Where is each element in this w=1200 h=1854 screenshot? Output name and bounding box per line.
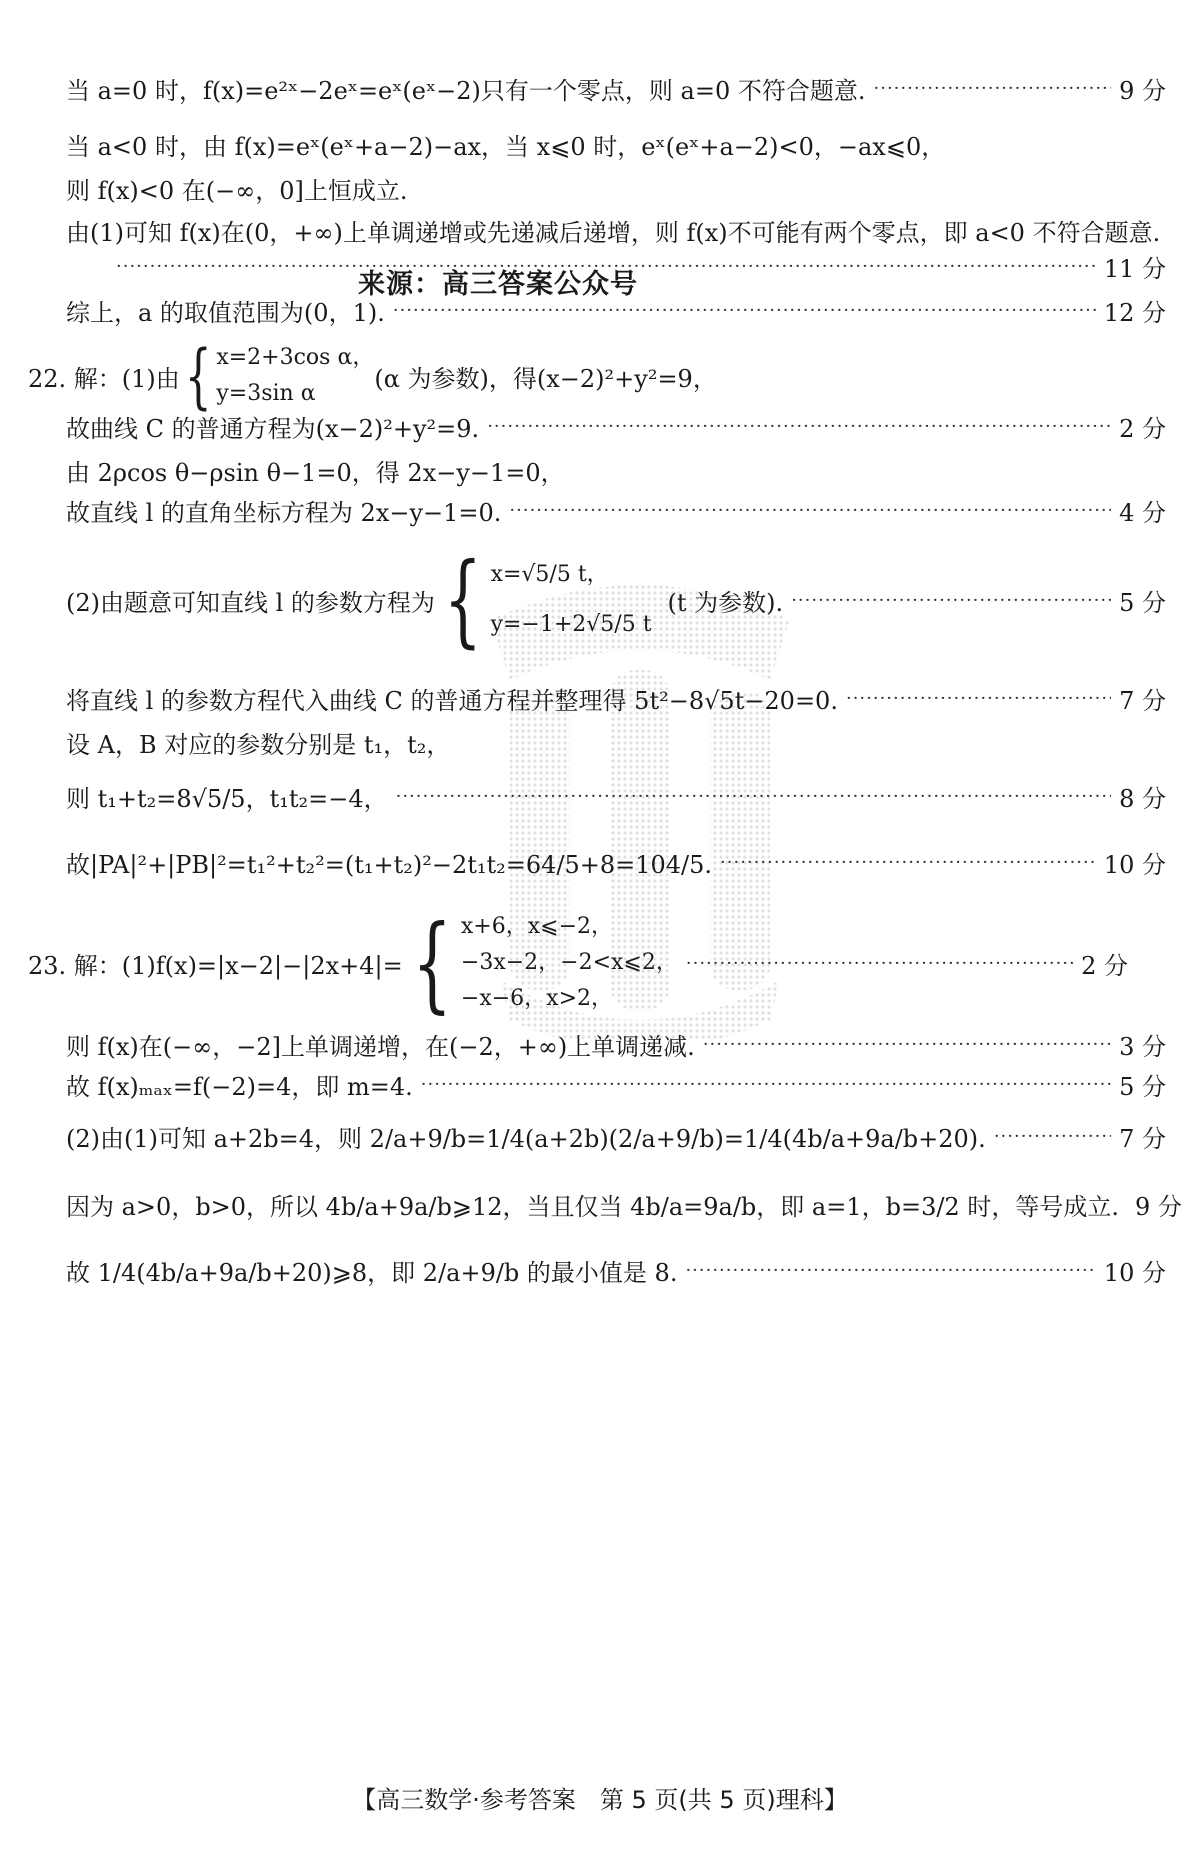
leader-dots: [393, 300, 1096, 321]
line-text: 23. 解：(1)f(x)=|x−2|−|2x+4|=: [28, 951, 403, 980]
answer-line: [66, 124, 1166, 164]
score-label: 9 分: [1134, 1192, 1182, 1221]
answer-line: [28, 335, 1128, 417]
leader-dots: [720, 852, 1096, 873]
line-text: 由 2ρcos θ−ρsin θ−1=0，得 2x−y−1=0，: [66, 458, 565, 487]
answer-line: [66, 842, 1166, 882]
score-label: 10 分: [1103, 1258, 1166, 1287]
answer-line: [66, 450, 1166, 490]
answer-line: [66, 722, 1166, 762]
system-line: −3x−2，−2<x⩽2，: [460, 950, 678, 975]
score-label: 11 分: [1103, 254, 1166, 283]
brace-icon: {: [443, 541, 482, 658]
leader-dots: [791, 590, 1111, 611]
leader-dots: [686, 953, 1073, 974]
leader-dots: [487, 416, 1111, 437]
line-text: 故 f(x)ₘₐₓ=f(−2)=4，即 m=4.: [66, 1072, 413, 1101]
score-label: 2 分: [1081, 951, 1128, 980]
line-text: 故直线 l 的直角坐标方程为 2x−y−1=0.: [66, 498, 502, 527]
system-line: x=2+3cos α，: [216, 345, 375, 370]
line-text: 当 a=0 时，f(x)=e²ˣ−2eˣ=eˣ(eˣ−2)只有一个零点，则 a=0 不符合题意.: [66, 76, 866, 105]
leader-dots: [994, 1126, 1111, 1147]
score-label: 7 分: [1119, 1124, 1166, 1153]
leader-dots: [421, 1074, 1111, 1095]
leader-dots: [703, 1034, 1111, 1055]
line-text: 当 a<0 时，由 f(x)=eˣ(eˣ+a−2)−ax，当 x⩽0 时，eˣ(eˣ+a−2)<0，−ax⩽0，: [66, 132, 946, 161]
brace-icon: {: [184, 335, 212, 417]
line-text: 则 f(x)<0 在(−∞，0]上恒成立.: [66, 176, 408, 205]
line-text: (2)由题意可知直线 l 的参数方程为: [66, 588, 435, 617]
line-text: (α 为参数)，得(x−2)²+y²=9，: [374, 364, 717, 393]
score-label: 12 分: [1103, 298, 1166, 327]
answer-line: [66, 1250, 1166, 1290]
leader-dots: [396, 786, 1112, 807]
line-text: 故|PA|²+|PB|²=t₁²+t₂²=(t₁+t₂)²−2t₁t₂=64/5+8=104/5.: [66, 850, 713, 879]
equation-system: [435, 541, 652, 658]
line-text: (2)由(1)可知 a+2b=4，则 2/a+9/b=1/4(a+2b)(2/a+9/b)=1/4(4b/a+9a/b+20).: [66, 1124, 986, 1153]
answer-line: [66, 290, 1166, 330]
line-text: 故 1/4(4b/a+9a/b+20)⩾8，即 2/a+9/b 的最小值是 8.: [66, 1258, 678, 1287]
score-label: 8 分: [1119, 784, 1166, 813]
leader-dots: [874, 78, 1112, 99]
score-label: 10 分: [1103, 850, 1166, 879]
score-label: 5 分: [1119, 1072, 1166, 1101]
line-text: (t 为参数).: [667, 588, 784, 617]
answer-line: [66, 541, 1166, 658]
answer-line: [66, 68, 1166, 108]
answer-line: [66, 168, 1166, 208]
leader-dots: [509, 500, 1111, 521]
score-label: 4 分: [1119, 498, 1166, 527]
system-line: y=3sin α: [216, 381, 316, 406]
line-text: 22. 解：(1)由: [28, 364, 180, 393]
score-label: 2 分: [1119, 414, 1166, 443]
line-text: 综上，a 的取值范围为(0，1).: [66, 298, 385, 327]
system-line: x+6，x⩽−2，: [460, 914, 614, 939]
equation-system: [180, 335, 375, 417]
score-label: 3 分: [1119, 1032, 1166, 1061]
line-text: 故曲线 C 的普通方程为(x−2)²+y²=9.: [66, 414, 480, 443]
line-text: 由(1)可知 f(x)在(0，+∞)上单调递增或先递减后递增，则 f(x)不可能有两个零点，即 a<0 不符合题意.: [66, 218, 1161, 247]
answer-line: [66, 490, 1166, 530]
answer-line: [66, 406, 1166, 446]
system-line: x=√5/5 t，: [490, 562, 609, 587]
system-line: −x−6，x>2，: [460, 986, 614, 1011]
brace-icon: {: [411, 902, 452, 1024]
equation-system: [403, 902, 678, 1024]
line-text: 则 t₁+t₂=8√5/5，t₁t₂=−4，: [66, 784, 388, 813]
answer-line: [66, 678, 1166, 718]
system-line: y=−1+2√5/5 t: [490, 612, 652, 637]
answer-line: [66, 776, 1166, 816]
line-text: 则 f(x)在(−∞，−2]上单调递增，在(−2，+∞)上单调递减.: [66, 1032, 695, 1061]
score-label: 7 分: [1119, 686, 1166, 715]
page-footer: 【高三数学·参考答案 第 5 页(共 5 页)理科】: [352, 1786, 848, 1814]
line-text: 因为 a>0，b>0，所以 4b/a+9a/b⩾12，当且仅当 4b/a=9a/b，即 a=1，b=3/2 时，等号成立.: [66, 1192, 1119, 1221]
line-text: 设 A，B 对应的参数分别是 t₁，t₂，: [66, 730, 451, 759]
leader-dots: [846, 688, 1111, 709]
source-label: 来源：高三答案公众号: [358, 269, 638, 300]
line-text: 将直线 l 的参数方程代入曲线 C 的普通方程并整理得 5t²−8√5t−20=0.: [66, 686, 838, 715]
answer-line: [66, 1184, 1182, 1224]
score-label: 9 分: [1119, 76, 1166, 105]
answer-line: [66, 1116, 1166, 1156]
answer-line: [66, 1024, 1166, 1064]
answer-line: [28, 902, 1128, 1024]
answer-line: [66, 1064, 1166, 1104]
answer-line: [66, 210, 1166, 250]
score-label: 5 分: [1119, 588, 1166, 617]
leader-dots: [685, 1260, 1095, 1281]
